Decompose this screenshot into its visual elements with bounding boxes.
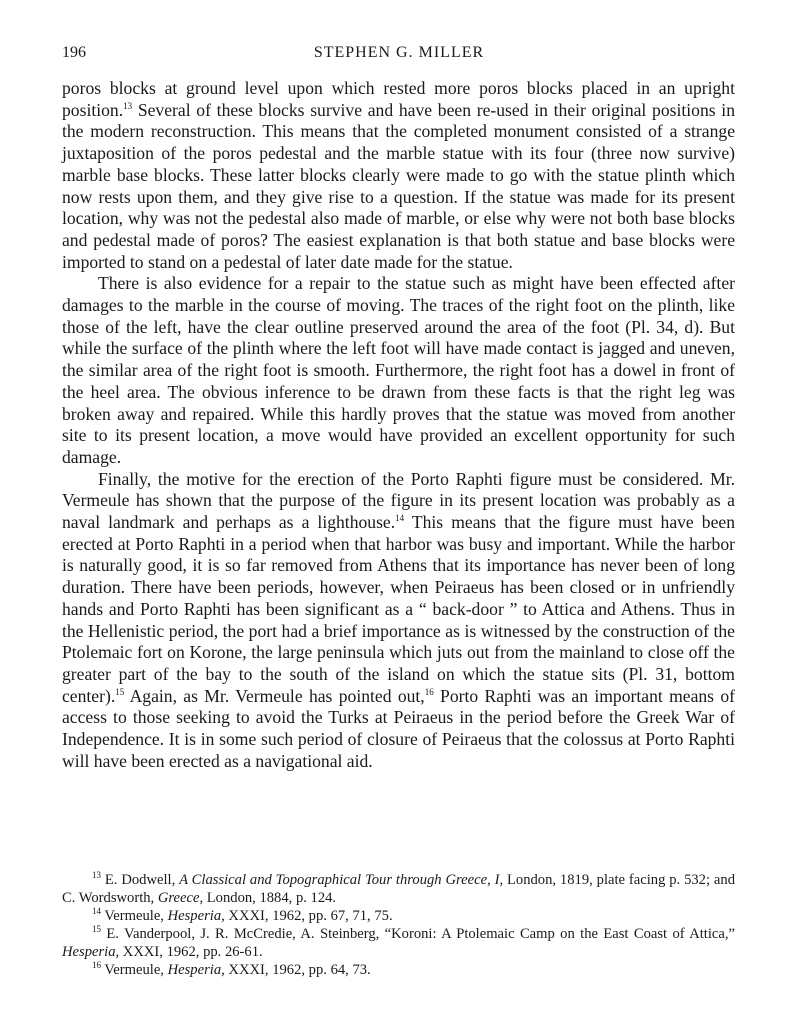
footnote-14 (62, 907, 735, 925)
text-run: This means that the figure must have been erected at Porto Raphti in a period when that harbor was busy and important. While the harbor is naturally good, it is so far removed from Athens that its importance has never been of long duration. There have been periods, however, when Peiraeus has been closed or in unfriendly hands and Porto Raphti has been significant as a “ back-door ” to Attica and Athens. Thus in the Hellenistic period, the port had a brief importance as is witnessed by the construction of the Ptolemaic fort on Korone, the large peninsula which juts out from the mainland to close off the greater part of the bay to the south of the island on which the statue sits (Pl. 31, bottom center). (62, 512, 735, 706)
footnote-ref-13: 13 (123, 100, 133, 111)
running-head: STEPHEN G. MILLER (313, 44, 485, 61)
text-run: Porto Raphti was an important means of access to those seeking to avoid the Turks at Peiraeus in the period before the Greek War of Independence. It is in some such period of closure of Peiraeus that the colossus at Porto Raphti will have been erected as a navigational aid. (62, 685, 736, 771)
footnotes (62, 871, 735, 979)
footnote-mark: 16 (92, 960, 101, 971)
italic-title: Hesperia, (167, 962, 225, 978)
footnote-ref-16: 16 (424, 686, 434, 697)
paragraph-2: There is also evidence for a repair to the statue such as might have been effected after damages to the marble in the course of moving. The traces of the right foot on the plinth, like those of the left, have the clear outline preserved around the area of the foot (Pl. 34, d). But while the surface of the plinth where the left foot will have made contact is jagged and uneven, the similar area of the right foot is smooth. Furthermore, the right foot has a dowel in front of the heel area. The obvious inference to be drawn from these facts is that the right leg was broken away and repaired. While this hardly proves that the statue was moved from another site to its present location, a move would have provided an excellent opportunity for such damage. (62, 273, 735, 467)
paragraph-1 (62, 78, 735, 273)
footnote-13 (62, 871, 735, 907)
italic-title: Hesperia, (62, 944, 120, 960)
text-run: Again, as Mr. Vermeule has pointed out, (124, 685, 425, 706)
footnote-mark: 14 (92, 906, 101, 917)
italic-title: Greece, (157, 890, 204, 906)
text-run: Finally, the motive for the erection of the Porto Raphti figure must be considered. Mr. Vermeule has shown that the purpose of the figure in its present location was probably as a naval landmark and perhaps as a lighthouse. (62, 468, 735, 533)
footnote-ref-14: 14 (395, 513, 405, 524)
text-run: XXXI, 1962, pp. 64, 73. (224, 962, 371, 978)
text-run: poros blocks at ground level upon which rested more poros blocks placed in an upright position. (62, 78, 735, 120)
paragraph-3 (62, 469, 735, 773)
footnote-16 (62, 961, 735, 979)
italic-title: A Classical and Topographical Tour through Greece, I, (179, 872, 504, 888)
italic-title: Hesperia, (167, 908, 225, 924)
text-run: London, 1884, p. 124. (203, 890, 337, 906)
page-header (62, 44, 736, 64)
text-run: London, 1819, plate facing p. 532; and C. Wordsworth, (62, 872, 735, 906)
text-run: XXXI, 1962, pp. 67, 71, 75. (224, 908, 393, 924)
page-number: 196 (62, 44, 86, 61)
text-run: Vermeule, (101, 908, 168, 924)
footnote-15 (62, 925, 735, 961)
text-run: Several of these blocks survive and have been re-used in their original positions in the modern reconstruction. This means that the completed monument consisted of a strange juxtaposition of the poros pedestal and the marble statue with its four (three now survive) marble base blocks. These latter blocks clearly were made to go with the statue plinth which now rests upon them, and they give rise to a question. If the statue was made for its present location, why was not the pedestal also made of marble, or else why were not both base blocks and pedestal made of poros? The easiest explanation is that both statue and base blocks were imported to stand on a pedestal of later date made for the statue. (62, 99, 735, 272)
footnote-mark: 13 (92, 870, 101, 881)
text-run: E. Vanderpool, J. R. McCredie, A. Steinberg, “Koroni: A Ptolemaic Camp on the East Coast of Attica,” (101, 926, 735, 942)
footnote-ref-15: 15 (115, 686, 125, 697)
text-run: E. Dodwell, (101, 872, 180, 888)
footnote-mark: 15 (92, 924, 101, 935)
text-run: Vermeule, (101, 962, 168, 978)
body-text (62, 78, 735, 773)
text-run: XXXI, 1962, pp. 26-61. (119, 944, 263, 960)
